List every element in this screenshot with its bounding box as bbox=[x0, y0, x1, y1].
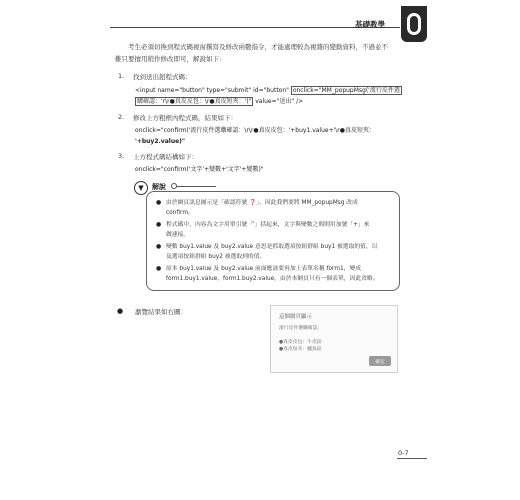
note-4-bullet: ● bbox=[156, 265, 162, 272]
note-1-bullet: ● bbox=[156, 199, 162, 206]
note-3-bullet: ● bbox=[156, 243, 162, 250]
step-2-text: 修改上方粗框內程式碼，結果如下： bbox=[133, 114, 237, 122]
highlighted-code: onclick="MM_popupMsg('流行皮件選 bbox=[292, 87, 400, 94]
code-segment: <input name="button" type="submit" id="button" bbox=[135, 87, 291, 94]
code-segment: value="送出" /> bbox=[253, 98, 304, 105]
section-title: 基礎教學 bbox=[355, 20, 385, 29]
footer-rule bbox=[397, 458, 427, 459]
step-1-text: 找到送出鈕程式碼： bbox=[133, 73, 192, 81]
note-1-line-1: 由於網頁訊息圖示是「確認符號 ❓」，因此我們要將 MM_popupMsg 改成 bbox=[166, 200, 358, 206]
result-label: 瀏覽結果如右圖： bbox=[135, 308, 187, 316]
step-1-code-line-2 bbox=[135, 97, 303, 107]
step-3-text: 上方程式碼結構如下： bbox=[133, 153, 198, 161]
note-1-line-2: confirm。 bbox=[166, 210, 194, 216]
dialog-ok-button[interactable]: 確定 bbox=[369, 356, 391, 366]
step-2-code-line-2: '+buy2.value)" bbox=[135, 138, 186, 145]
note-2-line-2: 做連接。 bbox=[166, 232, 190, 238]
step-3-number: 3. bbox=[118, 152, 125, 160]
explanation-icon: ▼ bbox=[134, 181, 148, 195]
note-3-line-1: 變數 buy1.value 及 buy2.value 意思是抓取選項按鈕群組 buy1 被選取的值，以 bbox=[166, 244, 378, 250]
dialog-line-3: ●真皮短夾：鱷魚紋 bbox=[279, 347, 322, 352]
note-2-line-1: 程式碼中，內容為文字用單引號「'」括起來，文字與變數之間則用加號「+」來 bbox=[166, 222, 370, 228]
highlighted-code: 購確認：'r\r●真皮皮包：\r●真皮短夾：')" bbox=[137, 98, 252, 105]
confirm-dialog-screenshot bbox=[270, 305, 398, 373]
step-2-number: 2. bbox=[118, 113, 125, 121]
chapter-zero-icon bbox=[407, 13, 421, 35]
note-3-line-2: 及選項按鈕群組 buy2 被選取到的值。 bbox=[166, 254, 266, 260]
step-1-code-line-1 bbox=[135, 86, 402, 96]
step-2-code-line-1: onclick="confirm('流行皮件選購確認：\r\r●真皮皮包：'+buy1.value+'\r●真皮短夾： bbox=[135, 127, 375, 134]
dialog-title: 這個網頁顯示 bbox=[279, 314, 313, 320]
note-4-line-2: form1.buy1.value、form1.buy2.value，由於本網頁只有一個表單，因此省略。 bbox=[166, 276, 379, 282]
note-4-line-1: 原本 buy1.value 及 buy2.value 前面應該要再加上表單名稱 form1，變成 bbox=[166, 266, 362, 272]
note-2-bullet: ● bbox=[156, 221, 162, 228]
page-number: 0-7 bbox=[398, 449, 409, 457]
explanation-label: 解說 bbox=[152, 183, 166, 191]
step-3-code: onclick="confirm('文字'+變數+'文字'+變數)" bbox=[135, 166, 264, 173]
step-1-number: 1. bbox=[118, 72, 125, 80]
intro-line-2: 難只要擅用稍作修改即可，解說如下： bbox=[115, 55, 226, 63]
chapter-tab-badge bbox=[401, 6, 427, 42]
dialog-line-1: 流行皮件選購確認： bbox=[279, 326, 323, 331]
explanation-connector-line bbox=[176, 186, 216, 187]
intro-line-1: 考生必須切換到程式碼視窗撰寫及修改函數指令，才能處理較為複雜的變動資料，不過並不 bbox=[128, 43, 388, 51]
dialog-line-2: ●真皮皮包：牛皮紋 bbox=[279, 340, 322, 345]
result-bullet: ● bbox=[117, 307, 124, 315]
